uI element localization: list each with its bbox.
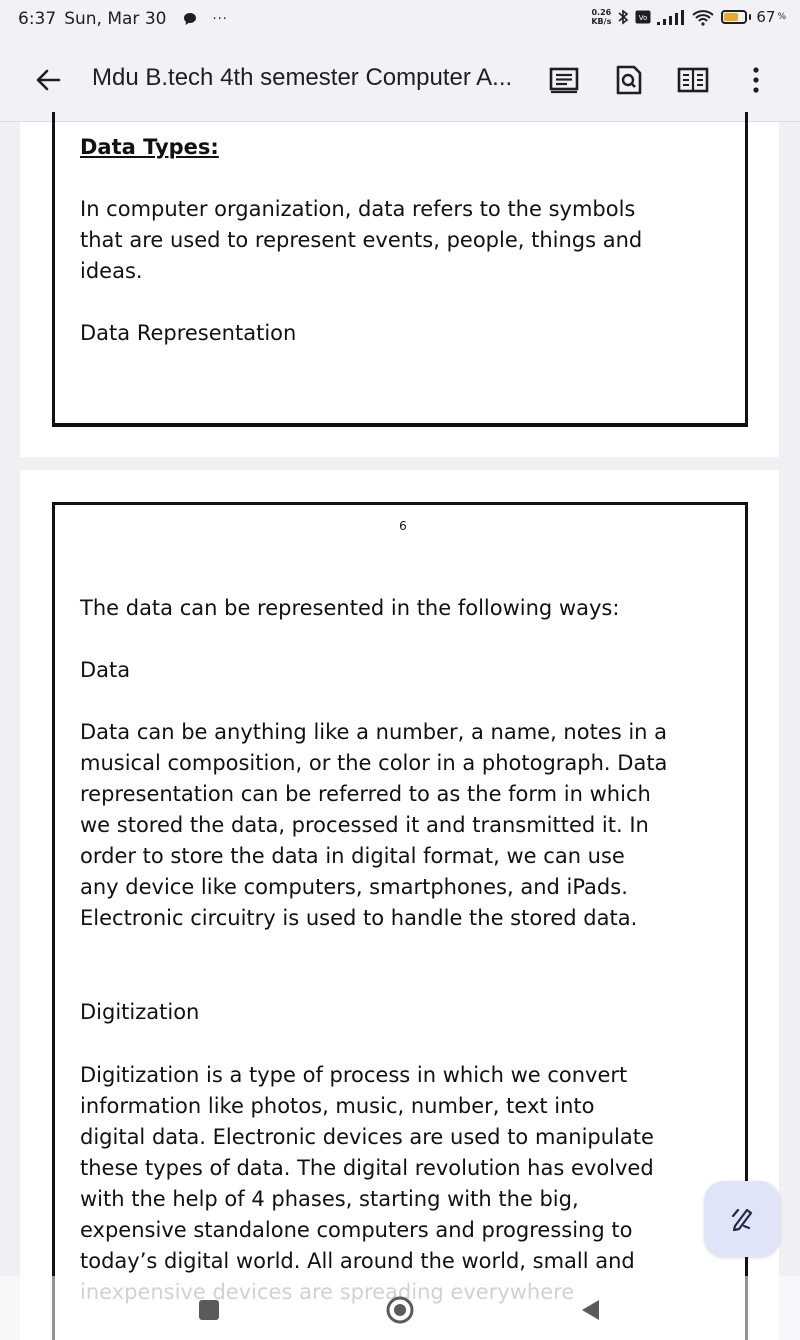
heading-data-types: Data Types:: [80, 135, 219, 159]
more-options-button[interactable]: [738, 62, 774, 98]
status-left: [18, 9, 228, 29]
text-document-icon: [549, 66, 579, 94]
battery-icon: [721, 10, 747, 24]
paragraph-digitization: Digitization is a type of process in which we convert information like photos, music, number, text into digital data. Electronic devices are used to manipulate these types of data. The digital revolution has evolved with the help of 4 phases, starting with the big, expensive standalone computers and progressing to today’s digital world. All around the world, small and: [80, 1063, 654, 1273]
volte-icon: [635, 10, 651, 24]
nav-back-button[interactable]: [579, 1298, 601, 1322]
section-title-data: Data: [80, 658, 131, 682]
page-view-button[interactable]: [675, 62, 711, 98]
status-more-indicator: ···: [212, 11, 228, 27]
battery-fill: [724, 13, 737, 21]
home-button[interactable]: [385, 1295, 415, 1325]
chat-bubble-icon: [182, 11, 198, 27]
recent-apps-button[interactable]: [199, 1300, 219, 1320]
bluetooth-icon: [617, 8, 629, 26]
status-time: 6:37: [18, 9, 57, 29]
pen-edit-icon: [727, 1204, 757, 1234]
network-speed-value: 0.26: [591, 8, 612, 17]
section-title-digitization: Digitization: [80, 1000, 200, 1024]
battery-percent: 67: [756, 8, 776, 26]
system-navigation-bar: [0, 1276, 800, 1340]
battery-indicator: [721, 8, 786, 26]
book-view-icon: [677, 66, 709, 94]
search-document-button[interactable]: [611, 62, 647, 98]
intro-line: The data can be represented in the following ways:: [80, 596, 620, 620]
status-right: [591, 8, 786, 26]
document-title: Mdu B.tech 4th semester Computer A...: [92, 64, 513, 91]
paragraph-data-definition: In computer organization, data refers to the symbols that are used to represent events, people, things and ideas.: [80, 197, 643, 283]
wifi-icon: [691, 8, 715, 26]
annotate-button[interactable]: [704, 1181, 780, 1257]
signal-icon: [657, 9, 685, 25]
search-document-icon: [615, 65, 643, 95]
document-page-1[interactable]: [20, 122, 779, 457]
paragraph-data: Data can be anything like a number, a name, notes in a musical composition, or the color in a photograph. Data representation can be referred to as the form in which we stored the data, processed it and transmitted it. In order to store the data in digital format, we can use any device like computers, smartphones, and iPads. Electronic circuitry is used to handle the stored data.: [80, 720, 668, 930]
page-number: 6: [399, 519, 407, 533]
battery-unit: %: [777, 12, 786, 22]
svg-text:Vo: Vo: [639, 14, 648, 22]
back-button[interactable]: [30, 62, 66, 98]
network-speed-unit: KB/s: [591, 17, 612, 26]
status-bar: [0, 0, 800, 38]
status-date: Sun, Mar 30: [64, 9, 167, 29]
reading-mode-button[interactable]: [546, 62, 582, 98]
document-page-2[interactable]: [20, 470, 779, 1340]
battery-tip: [749, 14, 751, 20]
app-bar: [0, 38, 800, 122]
arrow-left-icon: [30, 62, 66, 98]
subheading-data-representation: Data Representation: [80, 321, 297, 345]
more-vertical-icon: [751, 66, 761, 94]
network-speed: [591, 8, 611, 26]
